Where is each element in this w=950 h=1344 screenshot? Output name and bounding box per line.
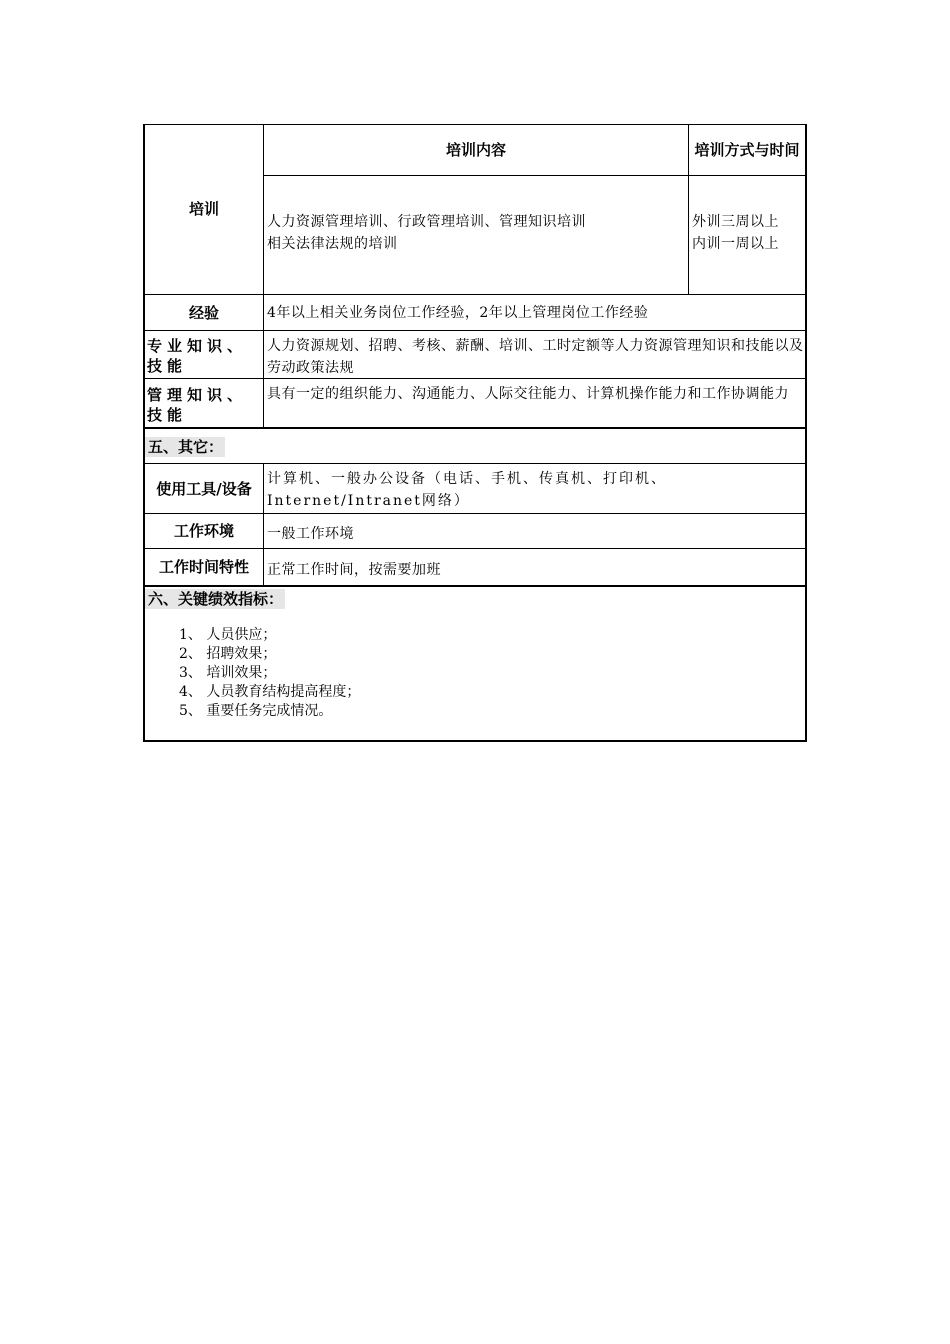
table-border-bottom [143, 740, 807, 742]
tools-label: 使用工具/设备 [156, 479, 252, 498]
table-border-right [805, 124, 807, 742]
label-divider [263, 463, 264, 585]
training-content-line: 人力资源管理培训、行政管理培训、管理知识培训 [267, 214, 586, 230]
training-method [692, 211, 804, 255]
training-method-line: 外训三周以上 [692, 214, 779, 230]
training-header-line [263, 175, 805, 176]
work-time-label: 工作时间特性 [158, 558, 249, 576]
kpi-item: 3、 培训效果； [179, 665, 277, 681]
environment-label: 工作环境 [173, 522, 234, 540]
row-line [143, 330, 807, 331]
professional-skills-label: 专业知识、技能 [147, 337, 248, 375]
experience-value: 4年以上相关业务岗位工作经验，2年以上管理岗位工作经验 [267, 305, 649, 321]
training-method-header: 培训方式与时间 [694, 140, 800, 159]
section-line [143, 427, 807, 429]
kpi-list [179, 626, 360, 721]
environment-value: 一般工作环境 [267, 526, 354, 542]
training-content-header: 培训内容 [445, 141, 506, 159]
section-line [143, 585, 807, 587]
row-line [143, 378, 807, 379]
management-skills-label: 管理知识、技能 [147, 386, 248, 424]
experience-label: 经验 [188, 303, 219, 322]
kpi-item: 2、 招聘效果； [179, 646, 277, 662]
professional-skills-value: 人力资源规划、招聘、考核、薪酬、培训、工时定额等人力资源管理知识和技能以及劳动政策法规 [267, 338, 804, 376]
kpi-item: 4、 人员教育结构提高程度； [179, 684, 361, 700]
job-description-table [143, 124, 807, 742]
work-time-value: 正常工作时间，按需要加班 [267, 562, 441, 578]
training-content [267, 211, 685, 255]
management-skills-value: 具有一定的组织能力、沟通能力、人际交往能力、计算机操作能力和工作协调能力 [267, 386, 789, 402]
kpi-item: 1、 人员供应； [179, 627, 277, 643]
training-label: 培训 [188, 200, 219, 218]
training-method-line: 内训一周以上 [692, 236, 779, 252]
section6-title: 六、关键绩效指标： [145, 589, 285, 609]
kpi-item: 5、 重要任务完成情况。 [179, 703, 333, 719]
section5-title: 五、其它： [145, 437, 225, 457]
tools-value: 计算机、一般办公设备（电话、手机、传真机、打印机、Internet/Intranet网络） [267, 471, 667, 509]
training-content-line: 相关法律法规的培训 [267, 236, 398, 252]
